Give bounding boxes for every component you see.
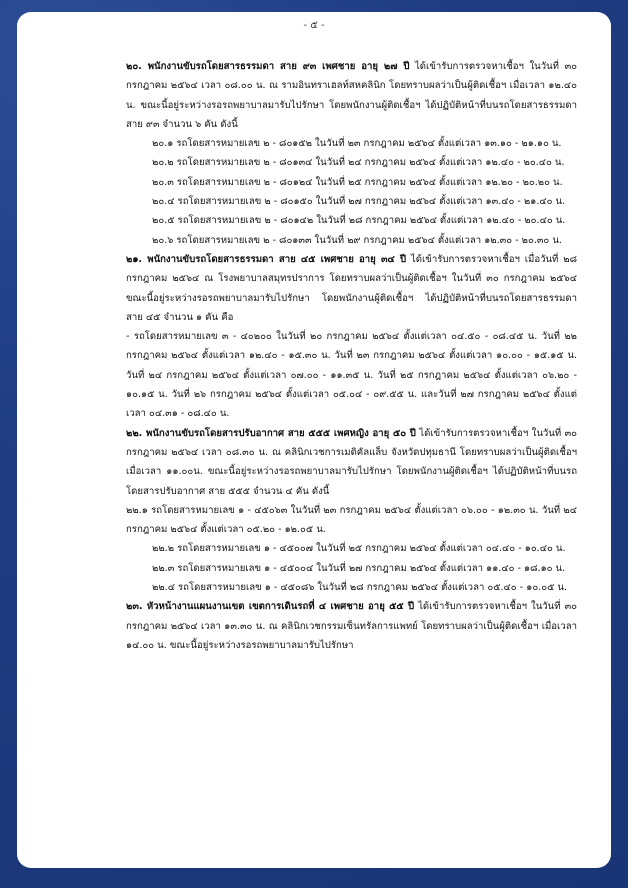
section-22-item: ๒๒.๒ รถโดยสารหมายเลข ๑ - ๔๕๐๐๗ ในวันที่ ๒๕ กรกฎาคม ๒๕๖๔ ตั้งแต่เวลา ๐๔.๔๐ - ๑๐.๔๐ น. [152,543,566,555]
section-20-item: ๒๐.๕ รถโดยสารหมายเลข ๒ - ๘๐๑๔๒ ในวันที่ ๒๘ กรกฎาคม ๒๕๖๔ ตั้งแต่เวลา ๑๒.๔๐ - ๒๐.๔๐ น. [152,215,566,227]
section-20 [92,57,577,134]
section-22-heading: ๒๒. พนักงานขับรถโดยสารปรับอากาศ สาย ๕๕๕ เพศหญิง อายุ ๕๐ ปี [126,427,416,439]
document-page [17,12,611,868]
section-20-item: ๒๐.๔ รถโดยสารหมายเลข ๒ - ๘๐๑๕๐ ในวันที่ ๒๗ กรกฎาคม ๒๕๖๔ ตั้งแต่เวลา ๑๓.๔๐ - ๒๑.๔๐ น. [152,196,566,208]
section-22 [92,424,577,501]
section-21 [92,250,577,327]
page-number: - ๕ - [303,20,325,31]
section-22-item-1: ๒๒.๑ รถโดยสารหมายเลข ๑ - ๔๕๐๖๓ ในวันที่ ๒๓ กรกฎาคม ๒๕๖๔ ตั้งแต่เวลา ๐๖.๐๐ - ๑๒.๓๐ น. วันที่ ๒๔ กรกฎาคม ๒๕๖๔ ตั้งแต่เวลา ๐๕.๒๐ - ๑๒.๐๕ น. [126,504,577,536]
section-21-text: ได้เข้ารับการตรวจหาเชื้อฯ เมื่อวันที่ ๒๘ กรกฎาคม ๒๕๖๔ ณ โรงพยาบาลสมุทรปราการ โดยทราบผลว่าเป็นผู้ติดเชื้อฯ ในวันที่ ๓๐ กรกฎาคม ๒๕๖๔ ขณะนี้อยู่ระหว่างรอรถพยาบาลมารับไปรักษา โดยพนักงานผู้ติดเชื้อฯ ได้ปฏิบัติหน้าที่บนรถโดยสารธรรมดา สาย ๔๕ จำนวน ๑ คัน คือ [126,253,577,323]
section-23 [92,597,577,655]
section-20-item: ๒๐.๓ รถโดยสารหมายเลข ๒ - ๘๐๑๒๔ ในวันที่ ๒๕ กรกฎาคม ๒๕๖๔ ตั้งแต่เวลา ๑๒.๒๐ - ๒๐.๒๐ น. [152,176,563,188]
section-23-text: ได้เข้ารับการตรวจหาเชื้อฯ ในวันที่ ๓๐ กรกฎาคม ๒๕๖๔ เวลา ๑๓.๓๐ น. ณ คลินิกเวชกรรมเซ็นทรัลการแพทย์ โดยทราบผลว่าเป็นผู้ติดเชื้อฯ เมื่อเวลา ๑๔.๐๐ น. ขณะนี้อยู่ระหว่างรอรถพยาบาลมารับไปรักษา [126,601,577,651]
section-22-item: ๒๒.๓ รถโดยสารหมายเลข ๑ - ๔๕๐๐๔ ในวันที่ ๒๗ กรกฎาคม ๒๕๖๔ ตั้งแต่เวลา ๑๑.๔๐ - ๑๘.๑๐ น. [152,562,566,574]
section-20-item: ๒๐.๖ รถโดยสารหมายเลข ๒ - ๘๐๑๓๓ ในวันที่ ๒๙ กรกฎาคม ๒๕๖๔ ตั้งแต่เวลา ๑๒.๓๐ - ๒๐.๓๐ น. [152,234,562,246]
section-23-heading: ๒๓. หัวหน้างานแผนงานเขต เขตการเดินรถที่ ๔ เพศชาย อายุ ๕๕ ปี [126,601,415,613]
section-22-text: ได้เข้ารับการตรวจหาเชื้อฯ ในวันที่ ๓๐ กรกฎาคม ๒๕๖๔ เวลา ๐๘.๓๐ น. ณ คลินิกเวชการเมดิคัลแล็บ จังหวัดปทุมธานี โดยทราบผลว่าเป็นผู้ติดเชื้อฯ เมื่อเวลา ๑๑.๐๐น. ขณะนี้อยู่ระหว่างรอรถพยาบาลมารับไปรักษา โดยพนักงานผู้ติดเชื้อฯ ได้ปฏิบัติหน้าที่บนรถโดยสารปรับอากาศ สาย ๕๕๕ จำนวน ๔ คัน ดังนี้ [126,427,577,497]
section-20-item: ๒๐.๑ รถโดยสารหมายเลข ๒ - ๘๐๑๕๒ ในวันที่ ๒๓ กรกฎาคม ๒๕๖๔ ตั้งแต่เวลา ๑๓.๑๐ - ๒๑.๑๐ น. [152,138,562,150]
section-21-detail: - รถโดยสารหมายเลข ๓ - ๔๐๒๐๐ ในวันที่ ๒๐ กรกฎาคม ๒๕๖๔ ตั้งแต่เวลา ๐๔.๕๐ - ๐๘.๔๕ น. วันที่ ๒๒ กรกฎาคม ๒๕๖๔ ตั้งแต่เวลา ๑๒.๔๐ - ๑๕.๓๐ น. วันที่ ๒๓ กรกฎาคม ๒๕๖๔ ตั้งแต่เวลา ๑๐.๐๐ - ๑๕.๑๕ น. วันที่ ๒๔ กรกฎาคม ๒๕๖๔ ตั้งแต่เวลา ๐๗.๐๐ - ๑๑.๓๕ น. วันที่ ๒๕ กรกฎาคม ๒๕๖๔ ตั้งแต่เวลา ๐๖.๒๐ - ๑๐.๑๕ น. วันที่ ๒๖ กรกฎาคม ๒๕๖๔ ตั้งแต่เวลา ๐๕.๐๔ - ๐๙.๕๕ น. และวันที่ ๒๗ กรกฎาคม ๒๕๖๔ ตั้งแต่เวลา ๐๔.๓๑ - ๐๘.๔๐ น. [126,331,577,420]
document-body [17,57,611,655]
section-20-item: ๒๐.๒ รถโดยสารหมายเลข ๒ - ๘๐๑๓๔ ในวันที่ ๒๔ กรกฎาคม ๒๕๖๔ ตั้งแต่เวลา ๑๒.๔๐ - ๒๐.๔๐ น. [152,157,565,169]
section-22-item: ๒๒.๔ รถโดยสารหมายเลข ๑ - ๔๕๐๘๖ ในวันที่ ๒๘ กรกฎาคม ๒๕๖๔ ตั้งแต่เวลา ๐๕.๔๐ - ๑๐.๐๕ น. [152,582,567,594]
section-21-heading: ๒๑. พนักงานขับรถโดยสารธรรมดา สาย ๔๕ เพศชาย อายุ ๓๔ ปี [126,253,407,265]
section-20-heading: ๒๐. พนักงานขับรถโดยสารธรรมดา สาย ๙๓ เพศชาย อายุ ๒๗ ปี [126,61,410,72]
section-20-text: ได้เข้ารับการตรวจหาเชื้อฯ ในวันที่ ๓๐ กรกฎาคม ๒๕๖๔ เวลา ๐๘.๐๐ น. ณ รามอินทราเฮลท์สหคลินิก โดยทราบผลว่าเป็นผู้ติดเชื้อฯ เมื่อเวลา ๑๒.๔๐ น. ขณะนี้อยู่ระหว่างรอรถพยาบาลมารับไปรักษา โดยพนักงานผู้ติดเชื้อฯ ได้ปฏิบัติหน้าที่บนรถโดยสารธรรมดา สาย ๙๓ จำนวน ๖ คัน ดังนี้ [126,61,577,130]
